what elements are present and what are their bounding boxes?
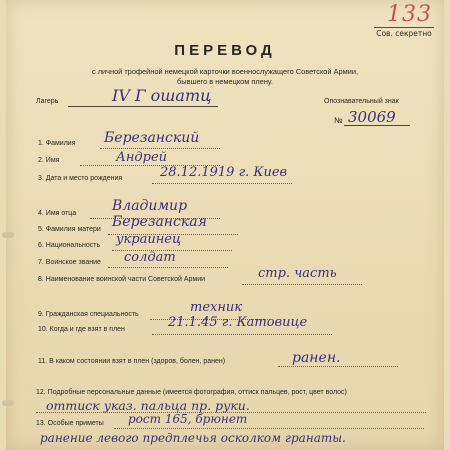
field-label-surname: 1. Фамилия bbox=[38, 140, 76, 147]
field-value-features-2: ранение левого предплечья осколком гранаты. bbox=[40, 431, 346, 445]
field-value-mother: Березанская bbox=[112, 214, 207, 230]
id-mark-value: 30069 bbox=[348, 108, 396, 126]
field-value-name: Андрей bbox=[116, 150, 168, 165]
field-label-name: 2. Имя bbox=[38, 157, 60, 164]
field-value-nationality: украинец bbox=[116, 232, 182, 247]
field-label-father: 4. Имя отца bbox=[38, 210, 77, 217]
field-value-captured: 21.1.45 г. Катовице bbox=[168, 315, 308, 330]
field-label-profession: 9. Гражданская специальность bbox=[38, 311, 139, 318]
camp-value: IV Г ошатц bbox=[112, 86, 212, 105]
field-line bbox=[242, 284, 362, 285]
subtitle-line: бывшего в немецком плену. bbox=[177, 77, 273, 86]
field-value-unit: стр. часть bbox=[258, 266, 337, 281]
field-value-father: Владимир bbox=[112, 198, 188, 214]
field-line bbox=[100, 148, 220, 149]
field-line bbox=[108, 267, 228, 268]
field-label-features: 13. Особые приметы bbox=[36, 420, 104, 427]
field-label-unit: 8. Наименование воинской части Советской Армии bbox=[38, 276, 206, 283]
field-label-personal-data: 12. Подробные персональные данные (имеется фотография, оттиск пальцев, рост, цвет волос) bbox=[36, 389, 347, 396]
id-mark-prefix: № bbox=[334, 116, 343, 125]
field-value-rank: солдат bbox=[124, 250, 176, 265]
field-label-rank: 7. Воинское звание bbox=[38, 259, 101, 266]
field-label-nationality: 6. Национальность bbox=[38, 242, 101, 249]
id-mark-underline bbox=[344, 125, 410, 126]
field-value-features-1: рост 165, брюнет bbox=[128, 412, 248, 426]
field-label-captured: 10. Когда и где взят в плен bbox=[38, 326, 125, 333]
field-label-condition: 11. В каком состоянии взят в плен (здоров, болен, ранен) bbox=[38, 358, 226, 365]
field-label-birth: 3. Дата и место рождения bbox=[38, 175, 123, 182]
field-value-personal-data: оттиск указ. пальца пр. руки. bbox=[46, 398, 250, 413]
document-subtitle bbox=[60, 67, 390, 87]
archive-number: 133 bbox=[387, 2, 432, 27]
subtitle-line: с личной трофейной немецкой карточки военнослужащего Советской Армии, bbox=[91, 67, 359, 76]
field-line bbox=[114, 428, 424, 429]
camp-underline bbox=[68, 106, 218, 107]
field-value-birth: 28.12.1919 г. Киев bbox=[160, 165, 288, 180]
field-line bbox=[152, 334, 332, 335]
id-mark-label: Опознавательный знак bbox=[324, 98, 399, 105]
field-value-profession: техник bbox=[190, 300, 243, 315]
field-label-mother: 5. Фамилия матери bbox=[38, 226, 101, 233]
field-line bbox=[152, 183, 292, 184]
punch-hole bbox=[2, 400, 14, 406]
secret-mark: Сов. секретно bbox=[374, 27, 434, 38]
field-value-condition: ранен. bbox=[292, 350, 341, 366]
document-title: ПЕРЕВОД bbox=[174, 42, 276, 59]
field-line bbox=[278, 366, 398, 367]
field-value-surname: Березанский bbox=[104, 130, 200, 146]
camp-label: Лагерь bbox=[36, 98, 59, 105]
punch-hole bbox=[2, 232, 14, 238]
